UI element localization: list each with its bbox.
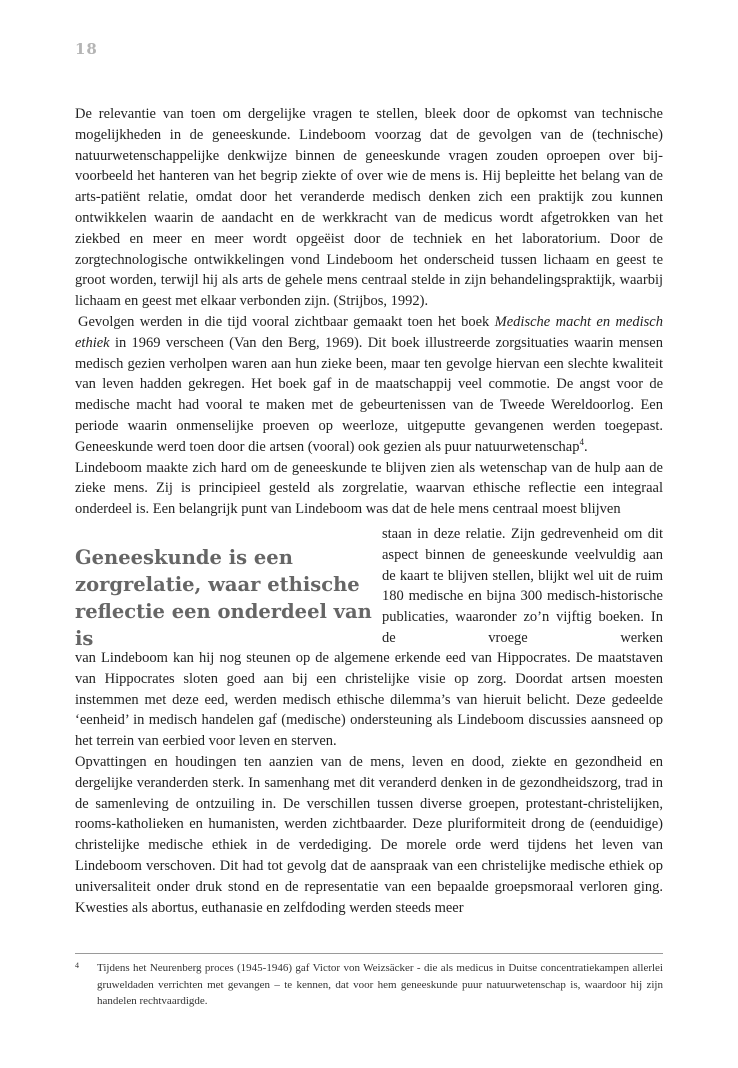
footnote-divider: [75, 953, 663, 954]
page-number: 18: [75, 40, 98, 58]
paragraph-3: Lindeboom maakte zich hard om de geneeskunde te blijven zien als wetenschap van de hulp aan de zieke mens. Zij is principieel gesteld als zorgrelatie, waarvan ethische reflectie een integraal onderdeel is. Een belangrijk punt van Lindeboom was dat de hele mens centraal moest blijven: [75, 459, 663, 518]
paragraph-4: van Lindeboom kan hij nog steunen op de algemene erkende eed van Hippocrates. De maatstaven van Hippocrates sloten goed aan bij een christelijke visie op zorg. Doordat artsen moesten instemmen met deze eed, werden medisch ethische dilemma’s van hieruit belicht. Deze gedeelde ‘eenheid’ in medisch handelen gaf (medische) ondersteuning als Lindeboom discussies aansneed op het terrein van eerbied voor leven en sterven.: [75, 650, 663, 750]
paragraph-2-text-c: .: [584, 438, 588, 455]
paragraph-5: Opvattingen en houdingen ten aanzien van de mens, leven en dood, ziekte en gezondheid en dergelijke veranderden sterk. In samenhang met dit veranderd denken in de gezondheidszorg, trad in de samenleving de ontzuiling in. De verschillen tussen diverse groepen, protestant-christelijken, rooms-katholieken en humanisten, werden zichtbaarder. Deze pluriformiteit drong de (eenduidige) christelijke medische ethiek in de verdediging. De morele orde werd tijdens het leven van Lindeboom verschoven. Dit had tot gevolg dat de aanspraak van een christelijke medische ethiek op universaliteit onder druk stond en de representatie van een bepaalde groepsmoraal verloren ging. Kwesties als abortus, euthanasie en zelfdoding werden steeds meer: [75, 753, 663, 916]
footnote-text: Tijdens het Neurenberg proces (1945-1946) gaf Victor von Weizsäcker - die als medicus in Duitse concentratiekampen allerlei gruweldaden verrichten met gevangen – te kennen, dat voor hem geneeskunde puur natuurwetenschap is, waardoor hij zijn handelen rechtvaardigde.: [97, 962, 663, 1007]
pull-quote: Geneeskunde is een zorgrelatie, waar ethische reflectie een onderdeel van is: [75, 546, 372, 650]
paragraph-2-text-b: in 1969 verscheen (Van den Berg, 1969). Dit boek illustreerde zorgsituaties waarin mensen medisch gezien verholpen waren aan hun zieke been, maar ten gevolge hiervan een slechte kwaliteit van leven hadden gekregen. Het boek gaf in de maatschappij veel commotie. De angst voor de medische macht had vooral te maken met de gebeurtenissen van de Tweede Wereldoorlog. Een periode waarin onmenselijke proeven op weerloze, uitgeputte gevangenen werden toegepast. Geneeskunde werd toen door die artsen (vooral) ook gezien als puur natuurwetenschap: [75, 334, 663, 455]
article-body-bottom: [75, 648, 663, 918]
paragraph-2-text-a: Gevolgen werden in die tijd vooral zichtbaar gemaakt toen het boek: [78, 313, 495, 330]
footnote-reference[interactable]: 4: [579, 436, 584, 447]
side-column-text: staan in deze relatie. Zijn gedrevenheid om dit aspect binnen de geneeskunde veelvuldig aan de kaart te blijven stellen, blijkt wel uit de ruim 180 medische en bijna 300 medisch-historische publicaties, waaronder zo’n vijftig boeken. In de vroege werken: [382, 526, 663, 646]
article-body-top: [75, 104, 663, 520]
paragraph-1: De relevantie van toen om dergelijke vragen te stellen, bleek door de opkomst van technische mogelijkheden in de geneeskunde. Lindeboom voorzag dat de gevolgen van de (technische) natuurwetenschappelijke denkwijze binnen de geneeskunde vragen zouden oproepen over bijvoorbeeld het hanteren van het begrip ziekte of over wie de mens is. Hij bepleitte het belang van de arts-patiënt relatie, omdat door het veranderde medisch denken zich een praktijk zou kunnen ontwikkelen waarin de aandacht en de werkkracht van de medicus wordt afgetrokken van het ziekbed en meer en meer wordt opgeëist door de techniek en het laboratorium. Door de zorgtechnologische ontwikkelingen vond Lindeboom het onderscheid tussen lichaam en geest te groot worden, terwijl hij als arts de gehele mens centraal stelde in zijn behandelingspraktijk, waarbij lichaam en geest met elkaar verbonden zijn. (Strijbos, 1992).: [75, 106, 663, 310]
footnote: [75, 960, 663, 1010]
paragraph-2: [75, 312, 663, 458]
footnote-mark: 4: [75, 961, 79, 970]
book-title: Medische macht en medisch ethiek: [75, 313, 663, 351]
